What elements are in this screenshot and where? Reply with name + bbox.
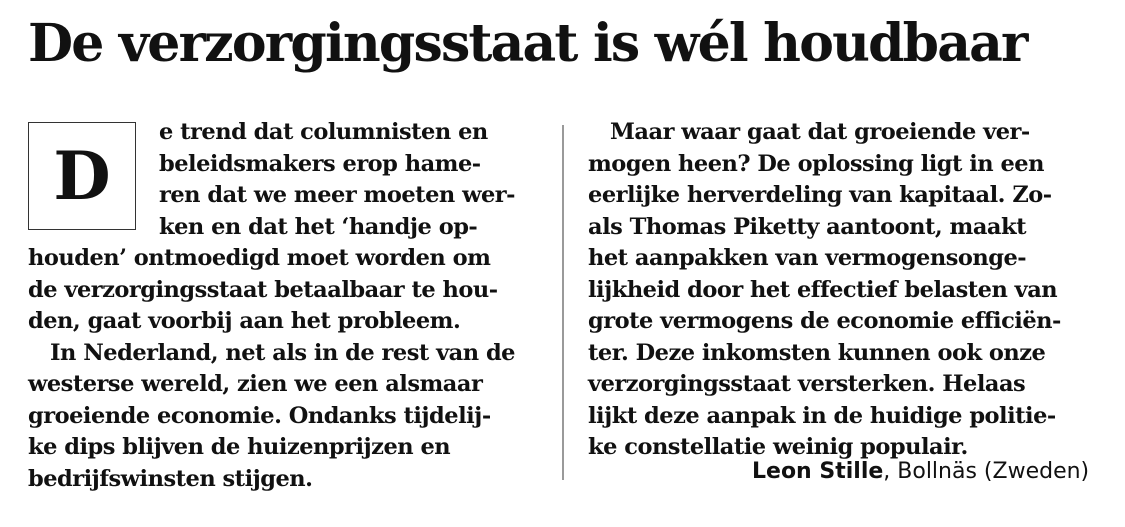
text-line: In Nederland, net als in de rest van de: [50, 339, 515, 366]
text-line: de verzorgingsstaat betaalbaar te hou-: [28, 276, 498, 303]
text-line: grote vermogens de economie efficiën-: [588, 308, 1061, 334]
text-line: Maar waar gaat dat groeiende ver-: [610, 119, 1030, 145]
text-line: als Thomas Piketty aantoont, maakt: [588, 213, 1026, 240]
text-line: eerlijke herverdeling van kapitaal. Zo-: [588, 182, 1052, 208]
right-column: [588, 117, 1088, 464]
text-line: lijkt deze aanpak in de huidige politie-: [588, 402, 1056, 429]
text-line: ke dips blijven de huizenprijzen en: [28, 434, 451, 460]
author-location: , Bollnäs (Zweden): [883, 459, 1090, 484]
author-signature: [752, 456, 1089, 488]
drop-cap: D: [28, 122, 136, 230]
text-line: ren dat we meer moeten wer-: [159, 182, 515, 208]
text-line: verzorgingsstaat versterken. Helaas: [588, 371, 1026, 397]
text-line: het aanpakken van vermogensonge-: [588, 245, 1027, 271]
text-line: bedrijfswinsten stijgen.: [28, 465, 313, 492]
text-line: e trend dat columnisten en: [159, 119, 488, 145]
column-divider: [562, 125, 564, 480]
author-name: Leon Stille: [752, 459, 884, 484]
text-line: beleidsmakers erop hame-: [159, 150, 481, 177]
text-line: ke constellatie weinig populair.: [588, 434, 968, 460]
text-line: houden’ ontmoedigd moet worden om: [28, 245, 491, 271]
text-line: ter. Deze inkomsten kunnen ook onze: [588, 339, 1046, 366]
text-line: westerse wereld, zien we een alsmaar: [28, 371, 483, 397]
left-column: [28, 117, 543, 495]
article-headline: De verzorgingsstaat is wél houdbaar: [28, 13, 1027, 74]
text-line: lijkheid door het effectief belasten van: [588, 276, 1058, 303]
text-line: ken en dat het ‘handje op-: [159, 213, 478, 240]
text-line: mogen heen? De oplossing ligt in een: [588, 150, 1044, 177]
text-line: den, gaat voorbij aan het probleem.: [28, 308, 461, 334]
text-line: groeiende economie. Ondanks tijdelij-: [28, 402, 491, 429]
